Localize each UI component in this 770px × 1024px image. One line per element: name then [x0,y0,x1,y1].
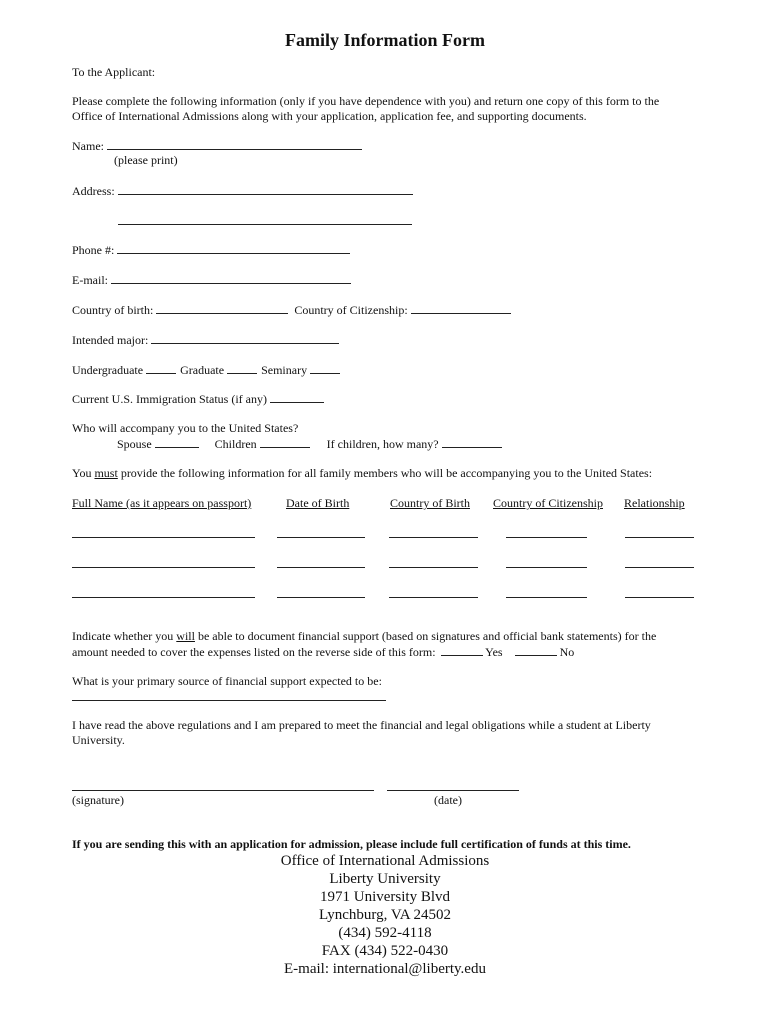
undergrad-label: Undergraduate [72,363,144,377]
how-many-field[interactable] [442,436,502,448]
certification-note: If you are sending this with an application for admission, please include full certification of funds at this time. [72,837,631,851]
col-header-full-name: Full Name (as it appears on passport) [72,496,252,510]
family-full-name-field[interactable] [72,597,255,598]
footer-email: E-mail: international@liberty.edu [284,961,486,977]
financial-line-2 [72,644,574,660]
name-field[interactable] [107,138,362,150]
no-label: No [559,645,575,659]
family-country-birth-field[interactable] [389,567,478,568]
children-label: Children [214,437,257,451]
seminary-field[interactable] [310,362,340,374]
signature-label: (signature) [72,793,124,807]
program-row [72,362,340,378]
family-intro-post: provide the following information for all family members who will be accompanying you to the United States: [117,466,653,480]
family-dob-field[interactable] [277,597,365,598]
footer-office: Office of International Admissions [280,853,490,869]
phone-label: Phone #: [72,243,115,257]
col-header-country-of-birth: Country of Birth [390,496,470,510]
spouse-field[interactable] [155,436,199,448]
family-country-citizenship-field[interactable] [506,597,587,598]
country-row [72,302,511,318]
family-full-name-field[interactable] [72,537,255,538]
source-field[interactable] [72,700,386,701]
footer-street: 1971 University Blvd [320,889,450,905]
major-field[interactable] [151,332,339,344]
footer-university: Liberty University [329,871,441,887]
graduate-label: Graduate [180,363,225,377]
address-row [72,183,413,199]
family-country-citizenship-field[interactable] [506,537,587,538]
accompany-row [117,436,502,452]
col-header-relationship: Relationship [624,496,685,510]
col-header-country-of-citizenship: Country of Citizenship [493,496,603,510]
email-field[interactable] [111,272,351,284]
spouse-label: Spouse [117,437,152,451]
how-many-label: If children, how many? [326,437,439,451]
name-row [72,138,362,154]
country-birth-label: Country of birth: [72,303,154,317]
financial-line-2-text: amount needed to cover the expenses listed on the reverse side of this form: [72,645,436,659]
intro-line-1: Please complete the following information (only if you have dependence with you) and return one copy of this form to the [72,94,660,108]
family-relationship-field[interactable] [625,537,694,538]
family-country-birth-field[interactable] [389,537,478,538]
source-label: What is your primary source of financial support expected to be: [72,674,382,688]
yes-label: Yes [485,645,503,659]
phone-row [72,242,350,258]
country-birth-field[interactable] [156,302,288,314]
email-label: E-mail: [72,273,108,287]
financial-no-field[interactable] [515,644,557,656]
name-label: Name: [72,139,104,153]
salutation: To the Applicant: [72,65,156,79]
footer-city: Lynchburg, VA 24502 [318,907,452,923]
form-title: Family Information Form [285,30,485,50]
address-field-line-1[interactable] [118,183,413,195]
address-label: Address: [72,184,115,198]
family-full-name-field[interactable] [72,567,255,568]
family-dob-field[interactable] [277,567,365,568]
name-hint: (please print) [114,153,178,167]
immigration-label: Current U.S. Immigration Status (if any) [72,392,267,406]
family-country-birth-field[interactable] [389,597,478,598]
financial-line-1-pre: Indicate whether you [72,629,177,643]
footer-phone: (434) 592-4118 [338,925,432,941]
phone-field[interactable] [117,242,350,254]
family-relationship-field[interactable] [625,567,694,568]
statement-line-2: University. [72,733,125,747]
family-intro-pre: You [72,466,95,480]
undergrad-field[interactable] [146,362,176,374]
footer-fax: FAX (434) 522-0430 [321,943,449,959]
financial-line-1-post: be able to document financial support (based on signatures and official bank statements) for the [194,629,657,643]
family-country-citizenship-field[interactable] [506,567,587,568]
date-field[interactable] [387,790,519,791]
family-intro-emph: must [94,466,118,480]
seminary-label: Seminary [261,363,308,377]
country-citizenship-field[interactable] [411,302,511,314]
immigration-field[interactable] [270,391,324,403]
family-dob-field[interactable] [277,537,365,538]
family-relationship-field[interactable] [625,597,694,598]
financial-line-1 [72,629,656,644]
signature-field[interactable] [72,790,374,791]
children-field[interactable] [260,436,310,448]
country-citizenship-label: Country of Citizenship: [294,303,408,317]
email-row [72,272,351,288]
financial-yes-field[interactable] [441,644,483,656]
graduate-field[interactable] [227,362,257,374]
family-intro [72,466,652,481]
col-header-date-of-birth: Date of Birth [286,496,350,510]
date-label: (date) [434,793,462,807]
financial-line-1-emph: will [176,629,195,643]
immigration-row [72,391,324,407]
accompany-label: Who will accompany you to the United States? [72,421,299,435]
major-row [72,332,339,348]
intro-line-2: Office of International Admissions along with your application, application fee, and supporting documents. [72,109,587,123]
major-label: Intended major: [72,333,149,347]
statement-line-1: I have read the above regulations and I am prepared to meet the financial and legal obligations while a student at Liberty [72,718,651,732]
address-field-line-2[interactable] [118,224,412,225]
